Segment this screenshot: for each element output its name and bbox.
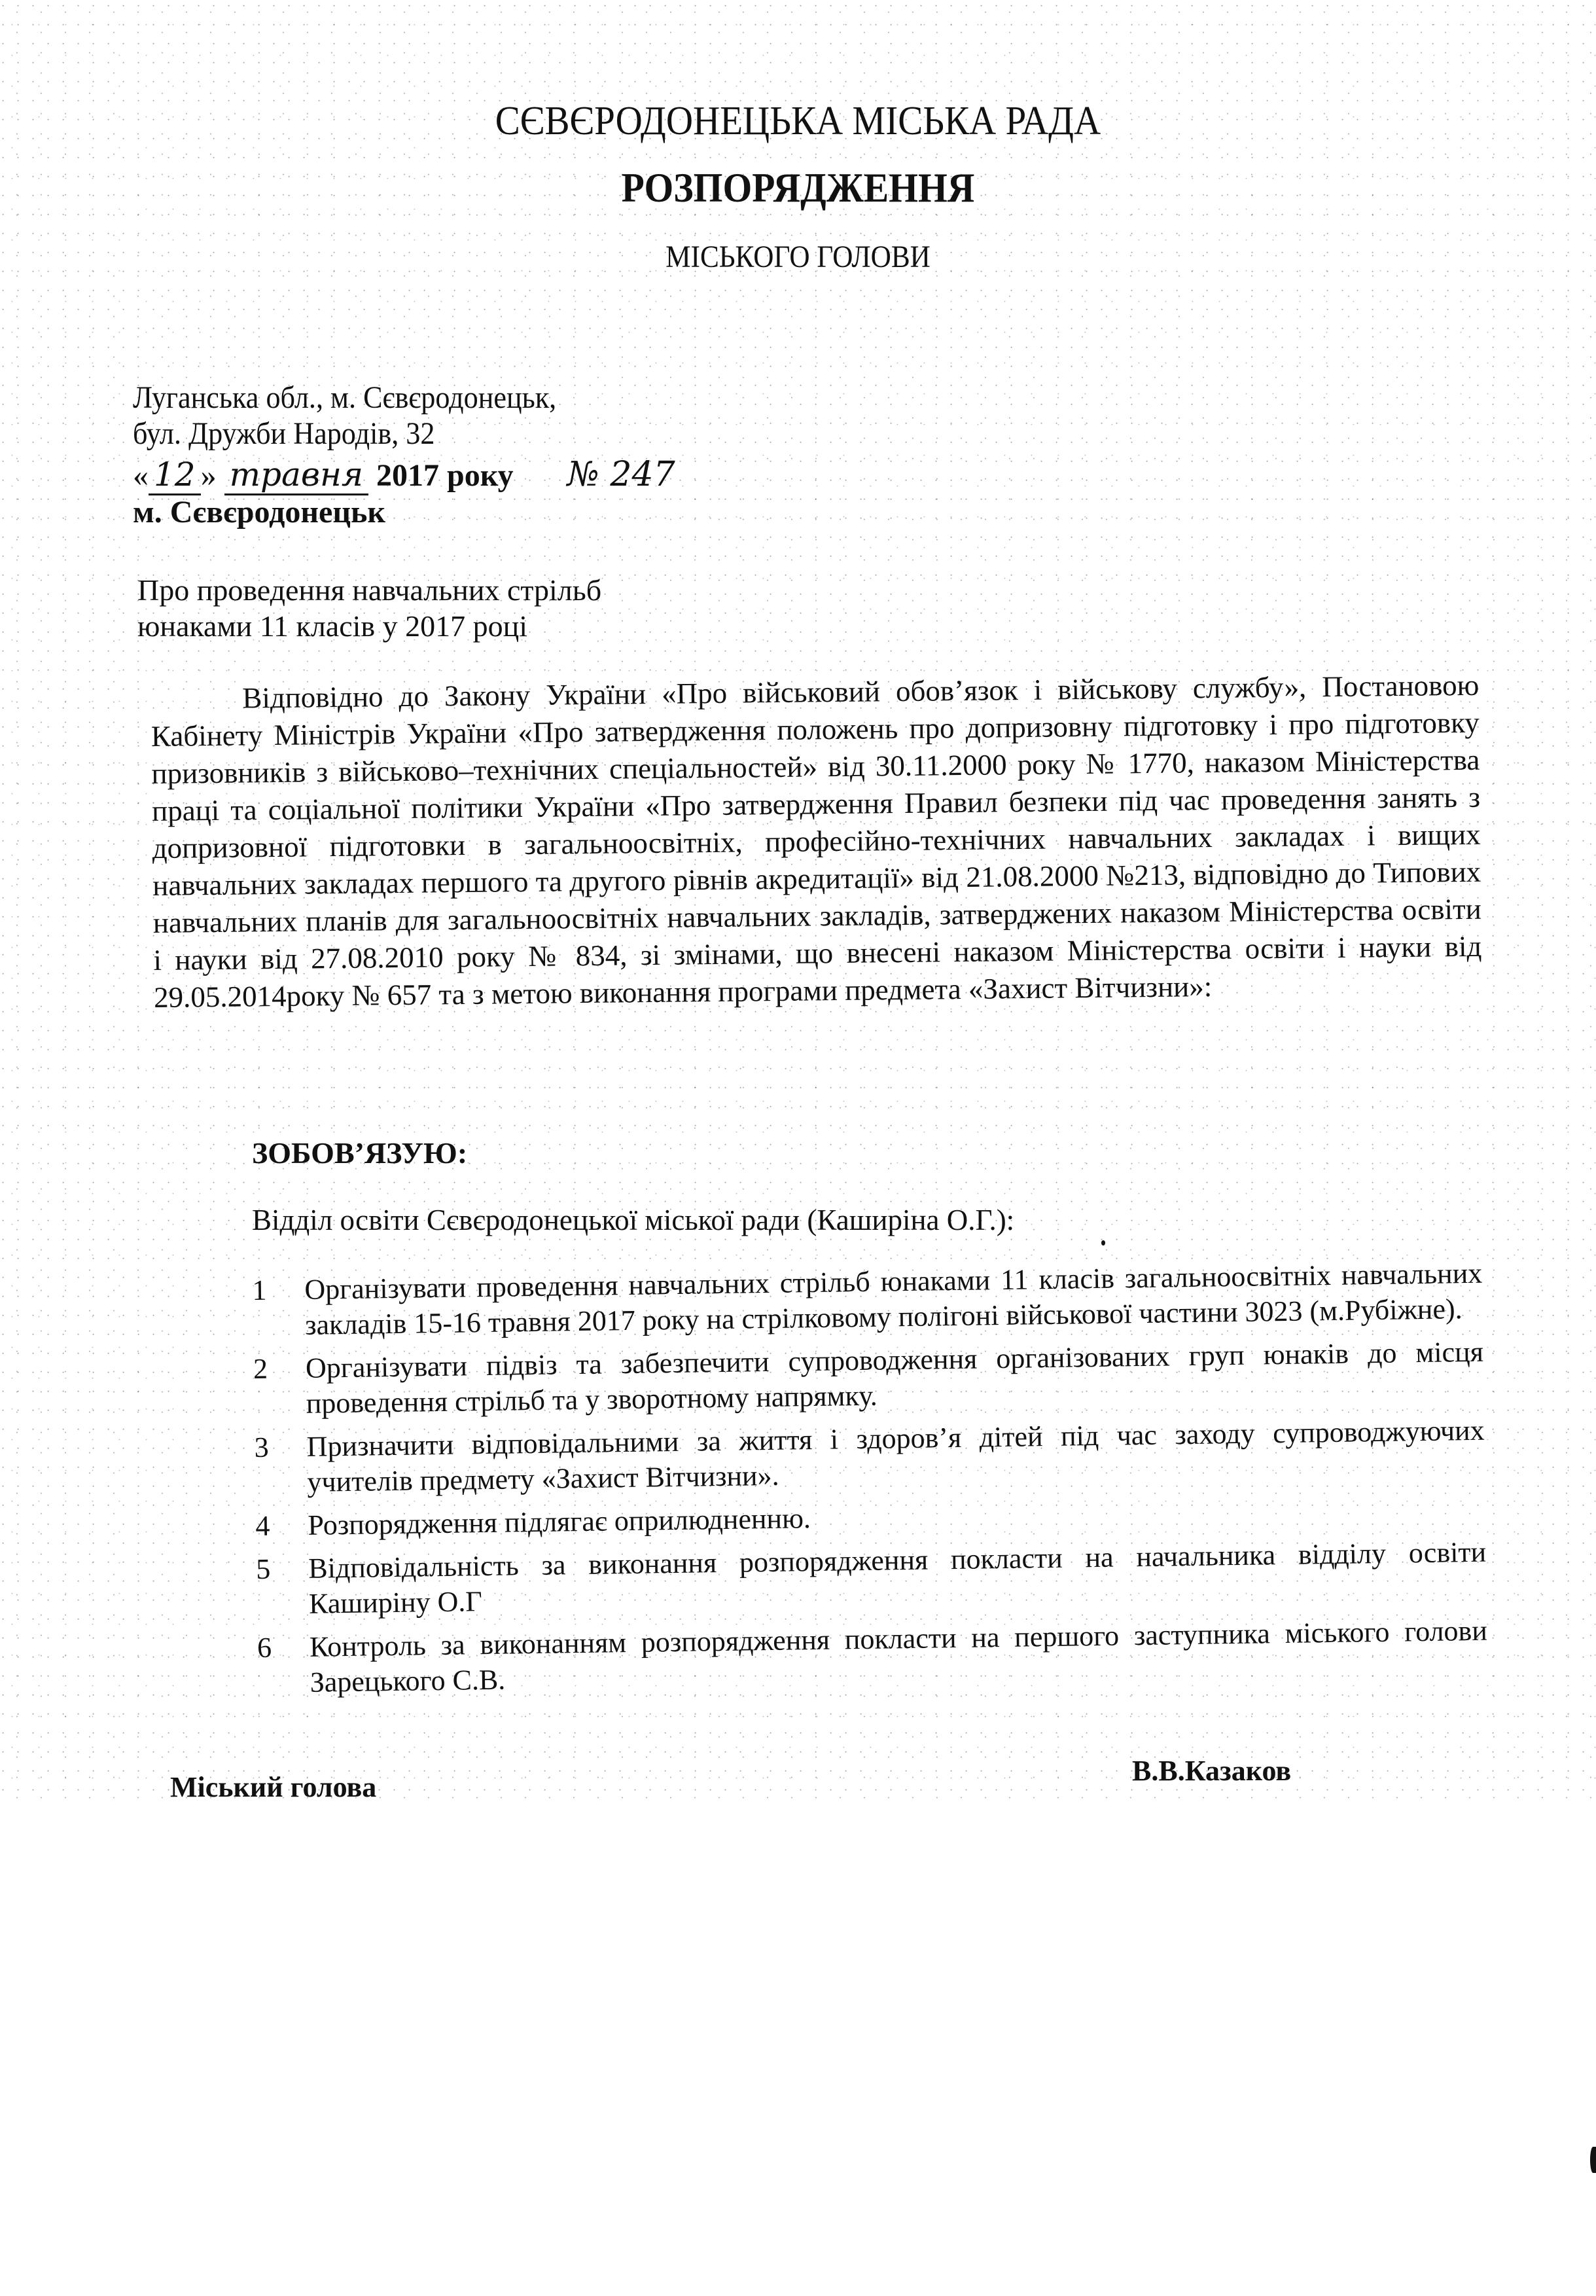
item-number: 2 [253,1352,268,1385]
item-text: Контроль за виконанням розпорядження покласти на першого заступника міського голови Зарецького С.В. [309,1614,1488,1698]
item-text: Призначити відповідальними за життя і здоров’я дітей під час заходу супроводжуючих учителів предмету «Захист Вітчизни». [306,1414,1485,1498]
item-number: 3 [254,1431,270,1463]
item-text: Відповідальність за виконання розпорядження покласти на начальника відділу освіти Каширіну О.Г [308,1535,1487,1620]
document-subtype: МІСЬКОГО ГОЛОВИ [665,240,931,274]
directive-item [256,1535,1487,1623]
scan-edge-mark [1590,2147,1596,2173]
document-type: РОЗПОРЯДЖЕННЯ [621,164,975,211]
date-open-quote: « [133,458,149,493]
item-text: Розпорядження підлягає оприлюдненню. [308,1502,811,1541]
directive-item [252,1256,1483,1344]
directive-items [252,1256,1488,1709]
date-line [133,455,675,495]
directive-heading: ЗОБОВ’ЯЗУЮ: [252,1136,468,1170]
subject-line-1: Про проведення навчальних стрільб [137,573,602,607]
directive-item [254,1413,1485,1501]
order-number-handwritten: № 247 [567,455,675,494]
city-name: м. Сєвєродонецьк [133,495,386,529]
address-line-1: Луганська обл., м. Сєвєродонецьк, [133,380,557,415]
date-month-handwritten: травня [224,456,368,495]
addressee-line: Відділ освіти Сєвєродонецької міської ради (Каширіна О.Г.): [252,1204,1015,1236]
item-number: 6 [257,1631,272,1664]
address-line-2: бул. Дружби Народів, 32 [133,416,435,451]
item-text: Організувати проведення навчальних стрільб юнаками 11 класів загальноосвітніх навчальних закладів 15-16 травня 2017 року на стрілковому полігоні військової частини 3023 (м.Рубіжне). [304,1257,1483,1341]
date-year: 2017 року [376,458,514,493]
directive-item [255,1492,1486,1544]
subject-line-2: юнаками 11 класів у 2017 році [137,609,528,643]
signatory-name: В.В.Казаков [1132,1755,1292,1787]
scan-speck [1101,1240,1105,1246]
date-close-quote: » [200,458,217,493]
directive-item [253,1335,1484,1422]
council-name: СЄВЄРОДОНЕЦЬКА МІСЬКА РАДА [495,99,1101,143]
item-number: 4 [255,1509,270,1542]
item-text: Організувати підвіз та забезпечити супроводження організованих груп юнаків до місця проведення стрільб та у зворотному напрямку. [305,1335,1484,1420]
page-lower-blank [0,1800,1596,2296]
directive-item [257,1613,1488,1701]
date-day-handwritten: 12 [149,456,201,495]
item-number: 5 [255,1552,271,1585]
signatory-title: Міський голова [170,1771,377,1803]
preamble-paragraph: Відповідно до Закону України «Про військовий обов’язок і військову службу», Постановою Кабінету Міністрів України «Про затвердження положень про допризовну підготовку і про підготовку призовників з військово–технічних спеціальностей» від 30.11.2000 року № 1770, наказом Міністерства праці та соціальної політики України «Про затвердження Правил безпеки під час проведення занять з допризовної підготовки в загальноосвітніх, професійно-технічних навчальних закладах і вищих навчальних закладах першого та другого рівнів акредитації» від 21.08.2000 №213, відповідно до Типових навчальних планів для загальноосвітніх навчальних закладів, затверджених наказом Міністерства освіти і науки від 27.08.2010 року № 834, зі змінами, що внесені наказом Міністерства освіти і науки від 29.05.2014року № 657 та з метою виконання програми предмета «Захист Вітчизни»: [151,668,1482,1014]
item-number: 1 [252,1274,267,1306]
